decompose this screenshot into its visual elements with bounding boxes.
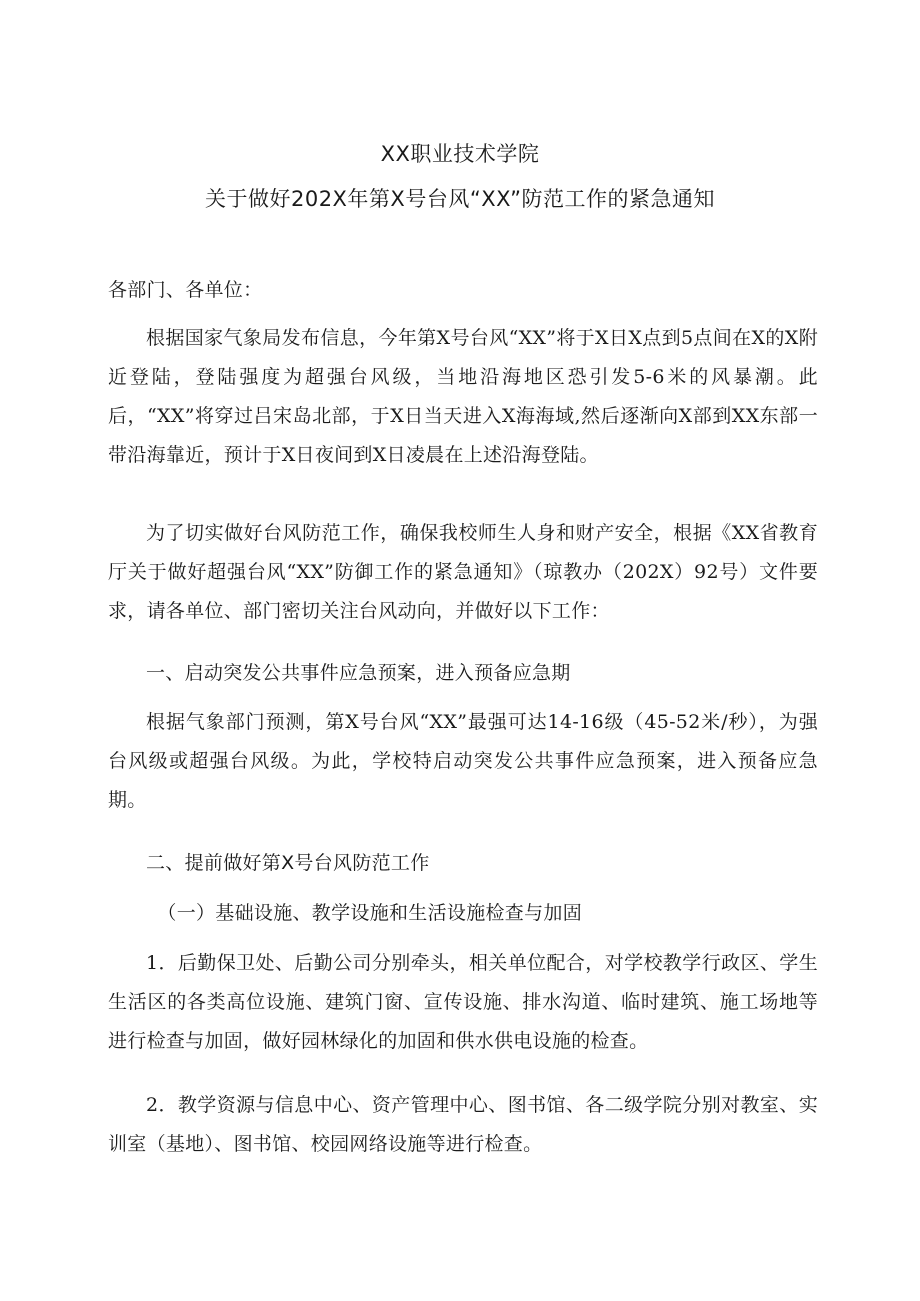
list-item-1: 1．后勤保卫处、后勤公司分别牵头，相关单位配合，对学校教学行政区、学生生活区的各类高位设施、建筑门窗、宣传设施、排水沟道、临时建筑、施工场地等进行检查与加固，做好园林绿化的加固和供水供电设施的检查。 (108, 952, 818, 1052)
section-heading-2: 二、提前做好第X号台风防范工作 (146, 852, 430, 874)
salutation: 各部门、各单位： (108, 279, 263, 301)
list-item-2: 2．教学资源与信息中心、资产管理中心、图书馆、各二级学院分别对教室、实训室（基地）、图书馆、校园网络设施等进行检查。 (108, 1094, 818, 1155)
paragraph-typhoon-forecast: 根据国家气象局发布信息，今年第X号台风“XX”将于X日X点到5点间在X的X附近登陆，登陆强度为超强台风级，当地沿海地区恐引发5-6米的风暴潮。此后，“XX”将穿过吕宋岛北部，于X日当天进入X海海域,然后逐渐向X部到XX东部一带沿海靠近，预计于X日夜间到X日凌晨在上述沿海登陆。 (108, 327, 818, 466)
subsection-heading-1: （一）基础设施、教学设施和生活设施检查与加固 (157, 902, 582, 924)
document-title-institution: XX职业技术学院 (380, 142, 540, 166)
section-heading-1: 一、启动突发公共事件应急预案，进入预备应急期 (146, 662, 571, 684)
paragraph-emergency-plan: 根据气象部门预测，第X号台风“XX”最强可达14-16级（45-52米/秒），为强台风级或超强台风级。为此，学校特启动突发公共事件应急预案，进入预备应急期。 (108, 711, 818, 811)
paragraph-notice-requirements: 为了切实做好台风防范工作，确保我校师生人身和财产安全，根据《XX省教育厅关于做好超强台风“XX”防御工作的紧急通知》（琼教办（202X）92号）文件要求，请各单位、部门密切关注台风动向，并做好以下工作： (108, 522, 818, 622)
document-title-notice: 关于做好202X年第X号台风“XX”防范工作的紧急通知 (204, 187, 716, 211)
